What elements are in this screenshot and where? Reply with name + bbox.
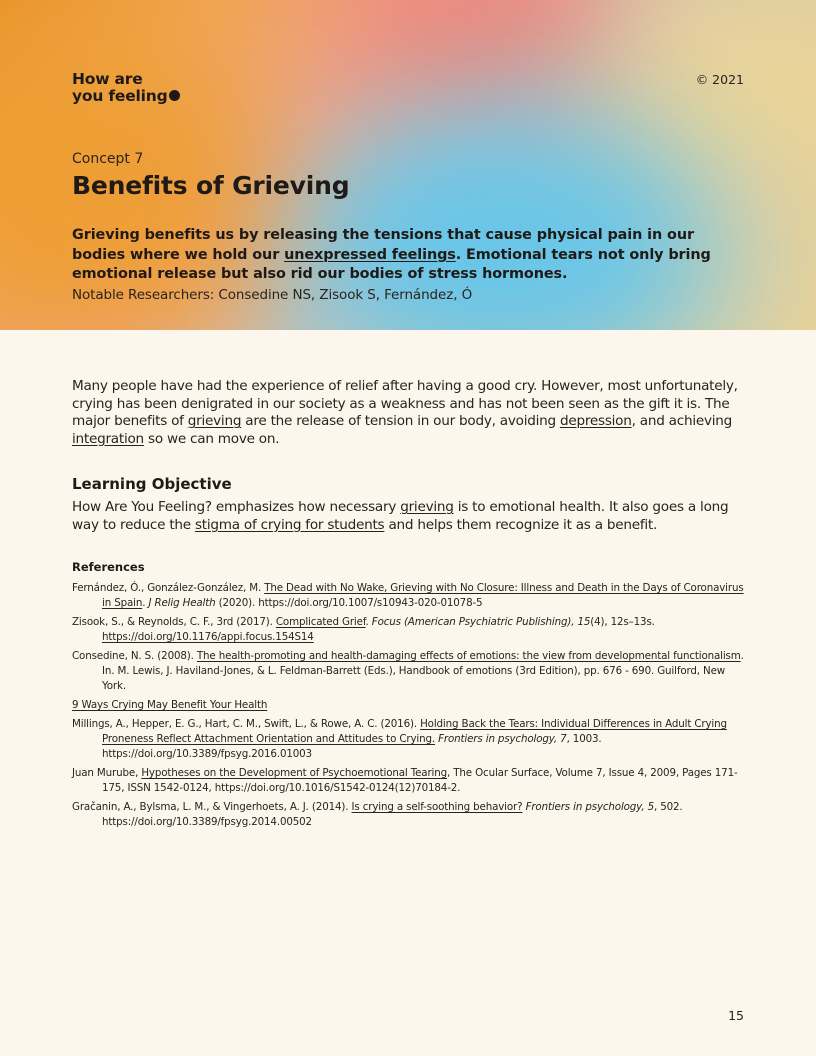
summary [72, 226, 752, 285]
objective-text-2: is to emotional health. It also goes a long way to reduce the [72, 499, 729, 533]
reference-item [72, 766, 744, 796]
reference-details: . In. M. Lewis, J. Haviland-Jones, & L. Feldman-Barrett (Eds.), Handbook of emotions (3rd Edition), pp. 676 - 690. Guilford, New York. [102, 650, 744, 692]
reference-title-link[interactable]: The health-promoting and health-damaging effects of emotions: the view from developmental functionalism [196, 650, 741, 662]
reference-journal: Frontiers in psychology, 5 [525, 801, 654, 813]
reference-item [72, 717, 744, 762]
reference-item [72, 649, 744, 694]
reference-doi-link[interactable]: https://doi.org/10.1176/appi.focus.154S14 [102, 631, 314, 643]
references-list [72, 581, 744, 834]
logo-dot-icon [169, 90, 180, 101]
reference-journal: J Relig Health [148, 597, 216, 609]
concept-label: Concept 7 [72, 151, 144, 167]
reference-title-link[interactable]: Is crying a self-soothing behavior? [351, 801, 523, 813]
page-title: Benefits of Grieving [72, 171, 350, 200]
reference-details: (4), 12s–13s. [590, 616, 655, 628]
reference-title-link[interactable]: The Dead with No Wake, Grieving with No Closure: Illness and Death in the Days of Coronavirus in Spain [102, 582, 744, 609]
grieving-link[interactable]: grieving [187, 413, 242, 429]
header-banner [0, 0, 816, 330]
logo-line-2: you feeling [72, 87, 168, 105]
reference-details: , The Ocular Surface, Volume 7, Issue 4, 2009, Pages 171-175, ISSN 1542-0124, https://doi.org/10.1016/S1542-0124(12)70184-2. [102, 767, 738, 794]
logo-line-1: How are [72, 70, 143, 88]
integration-link[interactable]: integration [72, 430, 144, 447]
reference-punct: . [365, 616, 372, 628]
reference-journal: Focus (American Psychiatric Publishing), 15 [371, 616, 591, 628]
reference-authors: Juan Murube, [72, 767, 142, 779]
reference-title-link[interactable]: Holding Back the Tears: Individual Differences in Adult Crying Proneness Reflect Attachment Orientation and Attitudes to Crying. [102, 718, 727, 745]
copyright: © 2021 [695, 72, 744, 87]
reference-title-link[interactable]: Hypotheses on the Development of Psychoemotional Tearing [141, 767, 448, 779]
reference-authors: Gračanin, A., Bylsma, L. M., & Vingerhoets, A. J. (2014). [72, 801, 352, 813]
reference-title-link[interactable]: 9 Ways Crying May Benefit Your Health [72, 699, 268, 711]
brand-logo [72, 71, 180, 105]
reference-item [72, 615, 744, 645]
reference-authors: Consedine, N. S. (2008). [72, 650, 197, 662]
reference-punct: . [142, 597, 149, 609]
reference-authors: Millings, A., Hepper, E. G., Hart, C. M., Swift, L., & Rowe, A. C. (2016). [72, 718, 421, 730]
reference-journal: Frontiers in psychology, 7 [438, 733, 567, 745]
reference-details: (2020). https://doi.org/10.1007/s10943-020-01078-5 [215, 597, 483, 609]
objective-text-1: How Are You Feeling? emphasizes how necessary [72, 499, 401, 515]
depression-link[interactable]: depression [559, 413, 632, 429]
learning-objective-text [72, 499, 744, 534]
objective-text-3: and helps them recognize it as a benefit. [384, 516, 658, 533]
reference-item [72, 800, 744, 830]
reference-item [72, 698, 744, 713]
stigma-of-crying-link[interactable]: stigma of crying for students [194, 516, 385, 533]
unexpressed-feelings-link[interactable]: unexpressed feelings [284, 246, 456, 263]
notable-researchers: Notable Researchers: Consedine NS, Zisook S, Fernández, Ó [72, 287, 473, 303]
intro-text-4: so we can move on. [143, 430, 280, 447]
reference-title-link[interactable]: Complicated Grief [275, 616, 366, 628]
intro-text-2: are the release of tension in our body, avoiding [241, 413, 560, 429]
summary-text-1: Grieving benefits us by releasing the tensions that cause physical pain in our bodies where we hold our [72, 227, 694, 263]
reference-authors: Fernández, Ó., González-González, M. [72, 582, 265, 594]
page-number: 15 [728, 1008, 744, 1023]
intro-paragraph [72, 378, 744, 448]
summary-text-2: . Emotional tears not only bring emotional release but also rid our bodies of stress hormones. [72, 246, 711, 282]
references-heading: References [72, 560, 145, 574]
reference-authors: Zisook, S., & Reynolds, C. F., 3rd (2017). [72, 616, 276, 628]
intro-text-3: , and achieving [631, 413, 733, 429]
objective-grieving-link[interactable]: grieving [400, 499, 454, 515]
reference-details: , 1003. https://doi.org/10.3389/fpsyg.2016.01003 [102, 733, 602, 760]
learning-objective-heading: Learning Objective [72, 475, 232, 493]
intro-text-1: Many people have had the experience of relief after having a good cry. However, most unfortunately, crying has been denigrated in our society as a weakness and has not been seen as the gift it is. The major benefits of [72, 378, 738, 429]
reference-details: , 502. https://doi.org/10.3389/fpsyg.2014.00502 [102, 801, 683, 828]
reference-item [72, 581, 744, 611]
